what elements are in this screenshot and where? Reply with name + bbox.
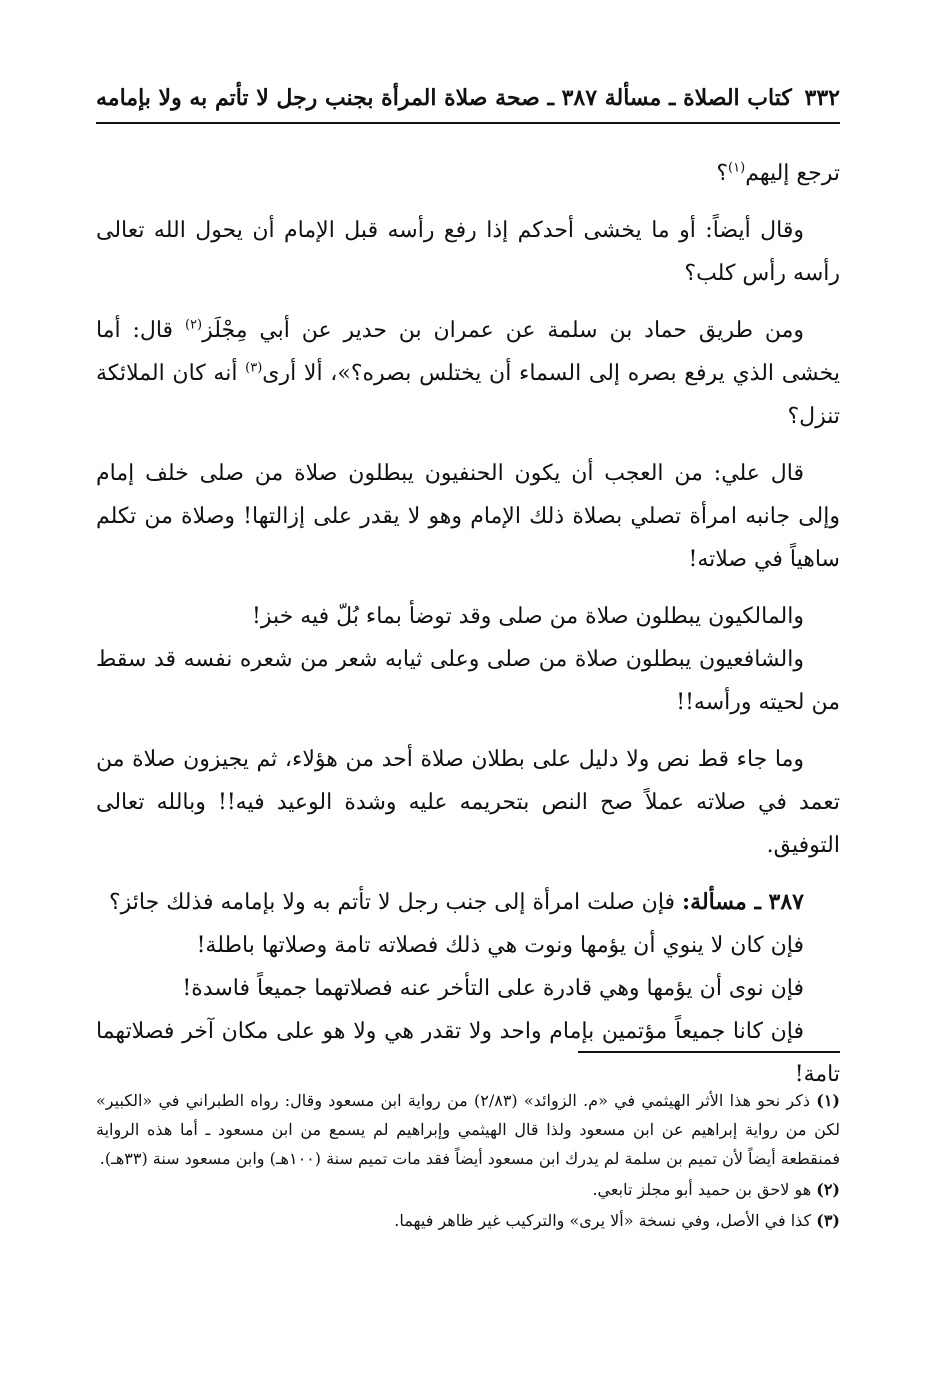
footnote-ref-2: (٢) (184, 317, 203, 333)
answer-2: فإن نوى أن يؤمها وهي قادرة على التأخر عنه فصلاتهما جميعاً فاسدة! (182, 976, 804, 1001)
footnote-2-mark: (٢) (816, 1180, 840, 1199)
footnote-separator (578, 1051, 840, 1053)
footnote-3-text: كذا في الأصل، وفي نسخة «ألا يرى» والتركيب غير ظاهر فيهما. (394, 1211, 817, 1230)
footnote-1-text: ذكر نحو هذا الأثر الهيثمي في «م. الزوائد» (٢/٨٣) من رواية ابن مسعود وقال: رواه الطبراني في «الكبير» لكن من رواية إبراهيم عن ابن مسعود ولذا قال الهيثمي وإبراهيم لم يسمع من ابن مسعود ـ أما هذه الرواية فمنقطعة أيضاً لأن تميم بن سلمة لم يدرك ابن مسعود أيضاً فقد مات تميم سنة (١٠٠هـ) وابن مسعود سنة (٣٣هـ). (96, 1091, 840, 1168)
paragraph-1 (96, 152, 840, 195)
paragraph-1-end: ؟ (716, 161, 729, 186)
question-paragraph (96, 881, 840, 924)
footnote-ref-3: (٣) (245, 360, 263, 376)
answer-3: فإن كانا جميعاً مؤتمين بإمام واحد ولا تقدر هي ولا هو على مكان آخر فصلاتهما تامة! (96, 1019, 840, 1087)
question-number: ٣٨٧ ـ مسألة: (682, 889, 804, 915)
paragraph-5: والمالكيون يبطلون صلاة من صلى وقد توضأ بماء بُلّ فيه خبز! (252, 604, 804, 629)
paragraph-3 (96, 309, 840, 438)
paragraph-1-text: ترجع إليهم (745, 161, 840, 186)
paragraph-2: وقال أيضاً: أو ما يخشى أحدكم إذا رفع رأسه قبل الإمام أن يحول الله تعالى رأسه رأس كلب؟ (96, 218, 840, 286)
footnote-2 (96, 1175, 840, 1204)
footnote-1 (96, 1086, 840, 1173)
paragraph-6: والشافعيون يبطلون صلاة من صلى وعلى ثيابه شعر من شعره نفسه قد سقط من لحيته ورأسه!! (96, 647, 840, 715)
question-text: فإن صلت امرأة إلى جنب رجل لا تأتم به ولا بإمامه فذلك جائز؟ (108, 890, 683, 915)
footnote-2-text: هو لاحق بن حميد أبو مجلز تابعي. (592, 1180, 817, 1199)
running-title: كتاب الصلاة ـ مسألة ٣٨٧ ـ صحة صلاة المرأة بجنب رجل لا تأتم به ولا بإمامه (96, 85, 792, 111)
footnote-3-mark: (٣) (816, 1211, 840, 1230)
main-text (96, 152, 840, 1110)
paragraph-3-a: ومن طريق حماد بن سلمة عن عمران بن حدير عن أبي مِجْلَز (202, 318, 804, 343)
footnote-3 (96, 1206, 840, 1235)
footnotes (96, 1086, 840, 1237)
running-header (96, 78, 840, 124)
paragraph-3-b: قال: أما يخشى الذي يرفع بصره إلى السماء أن يختلس بصره؟»، ألا أرى (96, 318, 841, 386)
paragraph-3-c: أنه كان الملائكة تنزل؟ (96, 361, 840, 429)
page-number: ٣٣٢ (804, 85, 840, 111)
footnote-1-mark: (١) (816, 1091, 840, 1110)
paragraph-4: قال علي: من العجب أن يكون الحنفيون يبطلون صلاة من صلى خلف إمام وإلى جانبه امرأة تصلي بصلاة ذلك الإمام وهو لا يقدر على إزالتها! وصلاة من تكلم ساهياً في صلاته! (96, 461, 840, 572)
answer-1: فإن كان لا ينوي أن يؤمها ونوت هي ذلك فصلاته تامة وصلاتها باطلة! (196, 933, 804, 958)
paragraph-7: وما جاء قط نص ولا دليل على بطلان صلاة أحد من هؤلاء، ثم يجيزون صلاة من تعمد في صلاته عملاً صح النص بتحريمه عليه وشدة الوعيد فيه!! وبالله تعالى التوفيق. (96, 747, 840, 858)
footnote-ref-1: (١) (728, 160, 746, 176)
